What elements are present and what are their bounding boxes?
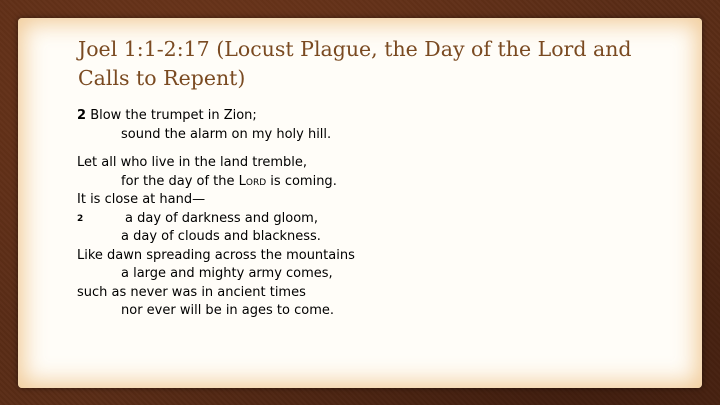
passage-text: Blow the trumpet in Zion; [90,108,257,123]
verse-number: 2 [77,213,84,224]
passage-line [77,173,677,192]
passage-line: Let all who live in the land tremble, [77,155,308,170]
passage-text: a day of darkness and gloom, [125,210,318,226]
verse-number: 2 [77,108,87,123]
passage-line [77,107,677,126]
passage-line: a day of clouds and blackness. [121,229,321,244]
slide-title: Joel 1:1-2:17 (Locust Plague, the Day of the Lord and Calls to Repent) [78,37,632,90]
passage-line: Like dawn spreading across the mountains [77,247,355,263]
passage-line: nor ever will be in ages to come. [121,303,335,318]
slide-panel [18,18,702,388]
lord-smallcaps: Lord [238,173,267,189]
passage-line: It is close at hand— [77,192,206,207]
stanza-gap [77,144,677,154]
passage-line: sound the alarm on my holy hill. [121,126,332,142]
scripture-passage [77,107,677,321]
passage-text: for the day of the [121,173,239,189]
passage-line: such as never was in ancient times [77,284,306,300]
passage-line [77,210,677,229]
passage-line: a large and mighty army comes, [121,266,333,281]
passage-text: is coming. [266,173,337,189]
